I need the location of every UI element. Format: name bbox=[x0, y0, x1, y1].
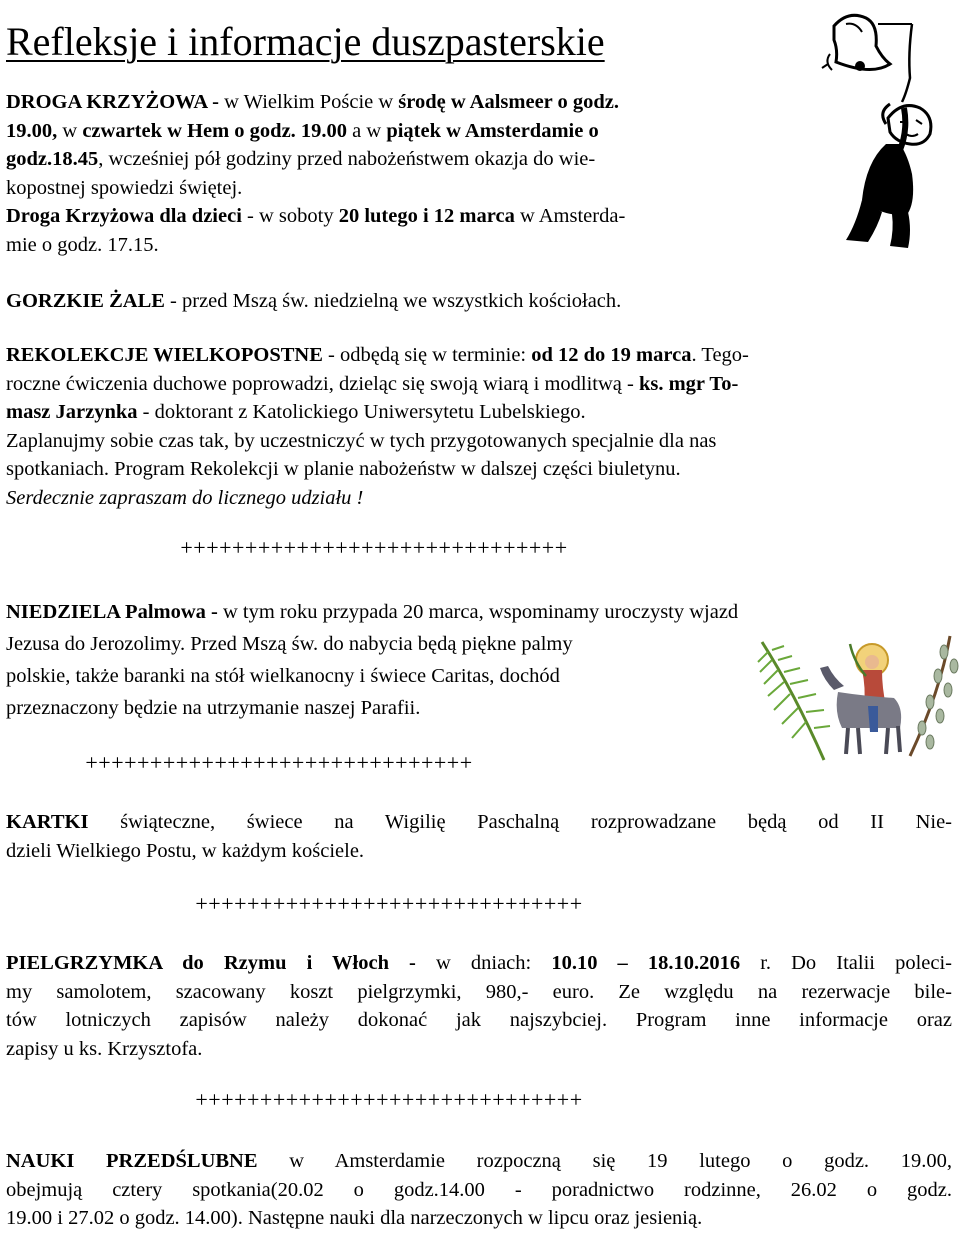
rekolekcje-line-3: masz Jarzynka - doktorant z Katolickiego Uniwersytetu Lubelskiego. bbox=[6, 401, 586, 423]
rekolekcje-line-1: REKOLEKCJE WIELKOPOSTNE - odbędą się w terminie: od 12 do 19 marca. Tego- bbox=[6, 344, 749, 366]
droga-line-6: mie o godz. 17.15. bbox=[6, 233, 159, 256]
pielgrzymka-line-1: PIELGRZYMKA do Rzymu i Włoch - w dniach: 10.10 – 18.10.2016 r. Do Italii poleci- bbox=[6, 952, 952, 974]
separator-1: ++++++++++++++++++++++++++++++ bbox=[180, 535, 568, 560]
gorzkie-zale-section: GORZKIE ŻALE - przed Mszą św. niedzielną we wszystkich kościołach. bbox=[6, 290, 622, 312]
niedziela-line-1: NIEDZIELA Palmowa - w tym roku przypada 20 marca, wspominamy uroczysty wjazd bbox=[6, 601, 739, 623]
pielgrzymka-line-2: my samolotem, szacowany koszt pielgrzymki, 980,- euro. Ze względu na rezerwacje bile- bbox=[6, 980, 952, 1003]
separator-3: ++++++++++++++++++++++++++++++ bbox=[195, 891, 583, 916]
droga-line-1: DROGA KRZYŻOWA - w Wielkim Poście w środę w Aalsmeer o godz. bbox=[6, 91, 620, 113]
droga-krzyzowa-section bbox=[6, 88, 806, 259]
palm-sunday-illustration bbox=[754, 632, 960, 764]
rekolekcje-line-5: spotkaniach. Program Rekolekcji w planie nabożeństw w dalszej części biuletynu. bbox=[6, 458, 681, 480]
droga-line-4: kopostnej spowiedzi świętej. bbox=[6, 176, 243, 199]
kartki-section bbox=[6, 808, 952, 865]
separator-2: ++++++++++++++++++++++++++++++ bbox=[85, 750, 473, 775]
nauki-line-2: obejmują cztery spotkania(20.02 o godz.14.00 - poradnictwo rodzinne, 26.02 o godz. bbox=[6, 1178, 952, 1201]
droga-line-3: godz.18.45, wcześniej pół godziny przed nabożeństwem okazja do wie- bbox=[6, 148, 596, 170]
rekolekcje-line-4: Zaplanujmy sobie czas tak, by uczestniczyć w tych przygotowanych specjalnie dla nas bbox=[6, 429, 717, 452]
rekolekcje-line-6: Serdecznie zapraszam do licznego udziału ! bbox=[6, 486, 364, 509]
droga-line-2: 19.00, w czwartek w Hem o godz. 19.00 a w piątek w Amsterdamie o bbox=[6, 119, 599, 142]
rekolekcje-section bbox=[6, 341, 952, 512]
droga-line-5: Droga Krzyżowa dla dzieci - w soboty 20 lutego i 12 marca w Amsterda- bbox=[6, 205, 626, 227]
pielgrzymka-line-3: tów lotniczych zapisów należy dokonać jak najszybciej. Program inne informacje oraz bbox=[6, 1009, 952, 1031]
page-title: Refleksje i informacje duszpasterskie bbox=[6, 19, 605, 64]
nauki-line-1: NAUKI PRZEDŚLUBNE w Amsterdamie rozpoczną się 19 lutego o godz. 19.00, bbox=[6, 1150, 952, 1172]
niedziela-line-3: polskie, także baranki na stół wielkanocny i świece Caritas, dochód bbox=[6, 665, 560, 687]
separator-4: ++++++++++++++++++++++++++++++ bbox=[195, 1087, 583, 1112]
rekolekcje-line-2: roczne ćwiczenia duchowe poprowadzi, dzieląc się swoją wiarą i modlitwą - ks. mgr To- bbox=[6, 372, 739, 395]
bulletin-page bbox=[6, 0, 952, 1228]
nauki-przedslubne-section bbox=[6, 1147, 952, 1233]
niedziela-line-4: przeznaczony będzie na utrzymanie naszej Parafii. bbox=[6, 697, 421, 719]
pielgrzymka-line-4: zapisy u ks. Krzysztofa. bbox=[6, 1037, 203, 1060]
niedziela-line-2: Jezusa do Jerozolimy. Przed Mszą św. do nabycia będą piękne palmy bbox=[6, 633, 573, 655]
bell-ringer-illustration bbox=[816, 4, 958, 252]
kartki-line-2: dzieli Wielkiego Postu, w każdym kościele. bbox=[6, 839, 365, 862]
kartki-line-1: KARTKI świąteczne, świece na Wigilię Paschalną rozprowadzane będą od II Nie- bbox=[6, 811, 952, 833]
pielgrzymka-section bbox=[6, 949, 952, 1063]
nauki-line-3: 19.00 i 27.02 o godz. 14.00). Następne nauki dla narzeczonych w lipcu oraz jesienią. bbox=[6, 1207, 703, 1229]
